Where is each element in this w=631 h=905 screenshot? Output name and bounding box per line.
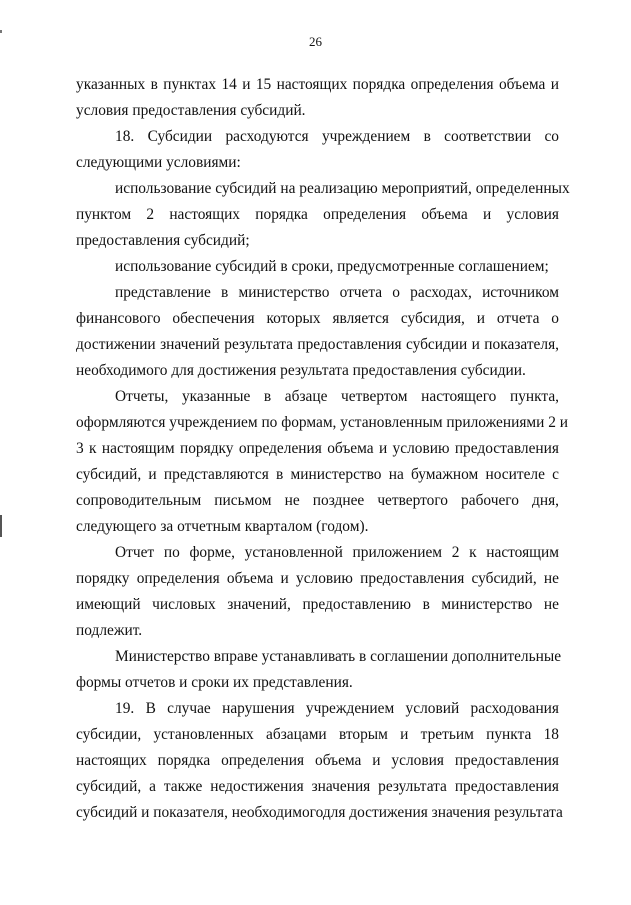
text-line: формы отчетов и сроки их представления. bbox=[76, 674, 353, 691]
text-line: следующими условиями: bbox=[76, 154, 241, 171]
text-line: 19. В случае нарушения учреждением условий расходования bbox=[115, 700, 559, 717]
text-line: 3 к настоящим порядку определения объема и условию предоставления bbox=[76, 440, 559, 457]
text-line: достижении значений результата предоставления субсидии и показателя, bbox=[76, 336, 559, 353]
text-line: 18. Субсидии расходуются учреждением в соответствии со bbox=[115, 128, 559, 145]
page-number: 26 bbox=[309, 34, 322, 49]
text-line: субсидии, установленных абзацами вторым и третьим пункта 18 bbox=[76, 726, 559, 743]
text-line: использование субсидий в сроки, предусмотренные соглашением; bbox=[115, 258, 549, 275]
text-line: имеющий числовых значений, предоставлению в министерство не bbox=[76, 596, 559, 613]
text-line: пунктом 2 настоящих порядка определения объема и условия bbox=[76, 206, 559, 223]
text-line: Министерство вправе устанавливать в соглашении дополнительные bbox=[115, 648, 562, 665]
text-line: предоставления субсидий; bbox=[76, 232, 250, 249]
text-line: указанных в пунктах 14 и 15 настоящих порядка определения объема и bbox=[76, 76, 559, 93]
text-line: субсидий и показателя, необходимогодля достижения значения результата bbox=[76, 804, 563, 821]
text-line: следующего за отчетным кварталом (годом). bbox=[76, 518, 369, 535]
text-line: подлежит. bbox=[76, 622, 143, 639]
text-line: субсидий, и представляются в министерство на бумажном носителе с bbox=[76, 466, 559, 483]
text-line: оформляются учреждением по формам, установленным приложениями 2 и bbox=[76, 414, 569, 431]
text-line: сопроводительным письмом не позднее четвертого рабочего дня, bbox=[76, 492, 559, 509]
text-line: представление в министерство отчета о расходах, источником bbox=[115, 284, 559, 301]
scan-artifact bbox=[0, 30, 2, 33]
text-line: условия предоставления субсидий. bbox=[76, 102, 306, 119]
text-line: порядку определения объема и условию предоставления субсидий, не bbox=[76, 570, 559, 587]
text-line: Отчет по форме, установленной приложением 2 к настоящим bbox=[115, 544, 559, 561]
scan-artifact bbox=[0, 515, 2, 537]
text-line: настоящих порядка определения объема и условия предоставления bbox=[76, 752, 559, 769]
text-line: необходимого для достижения результата предоставления субсидии. bbox=[76, 362, 526, 379]
text-line: финансового обеспечения которых является субсидия, и отчета о bbox=[76, 310, 559, 327]
text-line: субсидий, а также недостижения значения результата предоставления bbox=[76, 778, 559, 795]
text-line: использование субсидий на реализацию мероприятий, определенных bbox=[115, 180, 570, 197]
text-line: Отчеты, указанные в абзаце четвертом настоящего пункта, bbox=[115, 388, 559, 405]
